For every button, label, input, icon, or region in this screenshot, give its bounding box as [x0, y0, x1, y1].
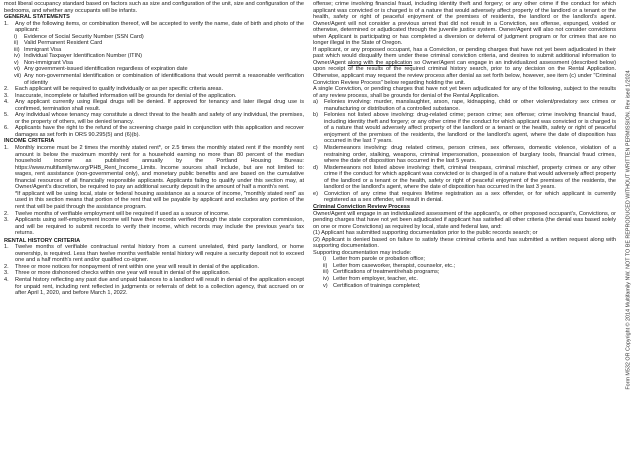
- item-number: 3.: [4, 217, 9, 224]
- general-item-1-text: Any of the following items, or combination thereof, will be accepted to verify the name, date of birth and photo of the applicant:: [15, 20, 304, 34]
- rental-history-heading: RENTAL HISTORY CRITERIA: [4, 237, 81, 244]
- item-number: ii): [14, 40, 19, 47]
- intro-paragraph: most liberal occupancy standard based on factors such as size and configuration of the unit, size and configuration of the bedrooms, and whether any occupants will be infants.: [4, 1, 304, 14]
- item-text: Twelve months of verifiable employment will be required if used as a source of income.: [15, 210, 230, 217]
- item-text: Letter from caseworker, therapist, counselor, etc.;: [333, 262, 456, 269]
- item-number: e): [313, 190, 318, 197]
- item-number: 1.: [4, 244, 9, 251]
- item-text: Applicants using self-employment income will have their records verified through the state corporation commission, and will be required to submit records to verify their income, which records may include the previous year's tax returns.: [15, 217, 304, 237]
- item-text: Valid Permanent Resident Card: [24, 40, 103, 47]
- item-text: Inaccurate, incomplete or falsified information will be grounds for denial of the application.: [15, 92, 237, 99]
- review-process-heading: Criminal Conviction Review Process: [313, 203, 410, 210]
- item-text: Monthly income must be 2 times the monthly stated rent*, or 2.5 times the monthly stated rent if the monthly rent amount is below the maximum monthly rent for a household earning no more than 80 percent of the median household income as published annually by the Portland Housing Bureau: https://www.multifamilynw.org/PHB_Rent_Income_Limits. Income sources shall include, but are not limited to: wages, rent assistance (non-governmental only), and monetary public benefits and are based on the cumulative financial resources of all financially responsible applicants. Applicants failing to qualify under this section may, at Owner/Agent's discretion, be required to pay an additional security deposit in the amount of half a month's rent.: [15, 145, 304, 191]
- review-condition-item: (1) Applicant has submitted supporting documentation prior to the public records search; or: [313, 230, 538, 237]
- rental-history-item: [4, 277, 304, 297]
- item-text: Letter from parole or probation office;: [333, 256, 425, 263]
- item-number: vii): [14, 73, 22, 80]
- item-text: Non-immigrant Visa: [24, 59, 74, 66]
- item-number: 2.: [4, 86, 9, 93]
- crime-item: [313, 165, 616, 191]
- crime-item: [313, 191, 616, 204]
- item-number: a): [313, 99, 318, 106]
- item-text: Certification of trainings completed;: [333, 282, 421, 289]
- item-number: i): [323, 256, 327, 263]
- item-number: d): [313, 164, 318, 171]
- item-number: 4.: [4, 276, 9, 283]
- additional-info-text-b: so Owner/Agent can engage in an individualized assessment (described below) upon receipt of the results of the required criminal history search, prior to any decision on the Rental Application. Otherwise, applicant may request the review process after denial as set forth below, however, see item (c) under "Criminal Conviction Review Process" below regarding holding the unit.: [313, 59, 616, 86]
- item-number: 6.: [4, 125, 9, 132]
- form-copyright-notice: Form M532 OR Copyright © 2014 Multifamily NW. NOT TO BE REPRODUCED WITHOUT WRITTEN PERMISSION. Rev ised 1/2024: [625, 70, 632, 390]
- item-number: i): [14, 33, 18, 40]
- item-number: vi): [14, 66, 20, 73]
- item-number: c): [313, 145, 318, 152]
- item-text: Each applicant will be required to qualify individually or as per specific criteria areas.: [15, 86, 224, 93]
- item-text: Felonies involving: murder, manslaughter, arson, rape, kidnapping, child or other violent/predatory sex crimes or manufacturing or distribution of a controlled substance.: [324, 99, 616, 112]
- item-text: Any individual whose tenancy may constitute a direct threat to the health and safety of any individual, the premises, or the property of others, will be denied tenancy.: [15, 112, 304, 125]
- review-conditions-list: [313, 230, 616, 256]
- income-criteria-item: [4, 145, 304, 191]
- item-number: 2.: [4, 210, 9, 217]
- rental-history-item: [4, 244, 304, 264]
- item-number: iv): [323, 275, 329, 282]
- item-text: Immigrant Visa: [24, 46, 62, 53]
- review-condition-item: Supporting documentation may include:: [313, 249, 412, 256]
- general-statements-heading: GENERAL STATEMENTS: [4, 14, 70, 21]
- id-type-item: [14, 73, 304, 86]
- item-text: Letter from employer, teacher, etc.: [333, 275, 418, 282]
- supporting-docs-list: [313, 256, 616, 289]
- item-text: Rental history reflecting any past due and unpaid balances to a landlord will result in denial of the application except for unpaid rent, including rent reflected in judgments or referrals of debt to a collection agency, that accrued on or after April 1, 2020, and before March 1, 2022.: [15, 276, 304, 297]
- item-text: Three or more dishonored checks within one year will result in denial of the application.: [15, 270, 231, 277]
- item-number: 3.: [4, 92, 9, 99]
- id-types-list: [4, 34, 304, 86]
- item-text: Any government-issued identification regardless of expiration date: [24, 66, 188, 73]
- item-number: iv): [14, 53, 20, 60]
- additional-info-underlined: along with the application: [347, 59, 413, 66]
- additional-info-paragraph: [313, 47, 616, 86]
- item-number: 5.: [4, 112, 9, 119]
- item-number: v): [323, 282, 328, 289]
- item-text: Twelve months of verifiable contractual rental history from a current unrelated, third party landlord, or home ownership, is required. Less than twelve months verifiable rental history will require a security deposit not to exceed one and a half month's rent and/or qualified co-signer.: [15, 244, 304, 264]
- side-margin: [620, 0, 638, 460]
- item-text: Conviction of any crime that requires lifetime registration as a sex offender, or for which applicant is currently registered as a sex offender, will result in denial.: [324, 190, 616, 204]
- crime-list: [313, 99, 616, 204]
- right-column: [313, 1, 616, 459]
- item-text: Felonies not listed above involving: drug-related crime; person crime; sex offense; crime involving financial fraud, including identity theft and forgery; or any other crime if the conduct for which applicant was convicted or is charged is of a nature that would adversely affect property of the landlord or a tenant or the health, safety or right of peaceful enjoyment of the premises of the residents, the landlord or the landlord's agent, where the date of disposition has occurred in the last 7 years.: [324, 112, 616, 145]
- item-text: Certifications of treatment/rehab programs;: [333, 269, 440, 276]
- item-number: iii): [14, 46, 20, 53]
- item-number: 1.: [4, 20, 9, 27]
- item-number: [4, 191, 15, 211]
- item-text: Applicants have the right to the refund of the screening charge paid in conjunction with this application and recover damages as set forth in ORS 90.295(5) and (6)(b).: [15, 125, 304, 138]
- item-text: Three or more notices for nonpayment of rent within one year will result in denial of the application.: [15, 263, 260, 270]
- left-column: [4, 1, 304, 459]
- criminal-top-paragraph: offense; crime involving financial fraud, including identity theft and forgery; or any other crime if the conduct for which applicant was convicted or is charged is of a nature that would adversely affect property of the landlord or a tenant or the health, safety or right of peaceful enjoyment of the premises of residents, the landlord or the landlord's agent. Owner/Agent will not consider a previous arrest that did not result in a Conviction, sex offense, expunged, voided or otherwise, determined or adjudicated through the juvenile justice system. Owner/Agent will also not consider convictions when Applicant is participating or has completed a diversion or deferral of judgment program or for crimes that are no longer illegal in the State of Oregon.: [313, 1, 616, 47]
- income-criteria-list: [4, 145, 304, 237]
- income-criteria-item: [4, 191, 304, 211]
- rental-history-list: [4, 244, 304, 296]
- item-number: 2.: [4, 263, 9, 270]
- general-statement-item: [4, 99, 304, 112]
- item-number: v): [14, 59, 19, 66]
- general-statement-item: [4, 125, 304, 138]
- item-text: Individual Taxpayer Identification Number (ITIN): [24, 53, 143, 60]
- single-conviction-paragraph: A single Conviction, or pending charges that have not yet been adjudicated for any of the following, subject to the results of any review process, shall be grounds for denial of the Rental Application.: [313, 86, 616, 99]
- review-process-text: Owner/Agent will engage in an individualized assessment of the applicant's, or other proposed occupant's, Convictions, or pending charges that have not yet been adjudicated if applicant has satisfied all other criteria (the denial was based solely on one or more Convictions) as required by local, state and federal law, and:: [313, 210, 616, 230]
- item-number: 3.: [4, 270, 9, 277]
- additional-info-text-a: If applicant, or any proposed occupant, has a Conviction, or pending charges that have not yet been adjudicated in their past which would disqualify them under these criminal conviction criteria, and desires to submit additional information to Owner/Agent: [313, 46, 616, 66]
- item-number: 1.: [4, 145, 9, 152]
- item-text: Misdemeanors involving: drug related crimes, person crimes, sex offenses, domestic violence, violation of a restraining order, stalking, weapons, criminal impersonation, possession of burglary tools, financial fraud crimes, where the date of disposition has occurred in the last 5 years.: [324, 145, 616, 165]
- supporting-doc-item: [323, 283, 616, 290]
- item-text: Evidence of Social Security Number (SSN Card): [24, 33, 144, 40]
- general-item-1: [4, 21, 304, 34]
- general-statement-item: [4, 112, 304, 125]
- crime-item: [313, 99, 616, 112]
- item-number: iii): [323, 269, 329, 276]
- general-statements-list: [4, 86, 304, 138]
- crime-item: [313, 112, 616, 145]
- review-condition-item: (2) Applicant is denied based on failure to satisfy these criminal criteria and has submitted a written request along with supporting documentation.: [313, 236, 616, 250]
- income-criteria-item: [4, 217, 304, 237]
- item-text: Any applicant currently using illegal drugs will be denied. If approved for tenancy and later illegal drug use is confirmed, termination shall result.: [15, 99, 304, 112]
- income-criteria-heading: INCOME CRITERIA: [4, 138, 55, 145]
- item-number: ii): [323, 262, 328, 269]
- crime-item: [313, 145, 616, 165]
- item-number: 4.: [4, 99, 9, 106]
- item-text: Misdemeanors not listed above involving: theft, criminal trespass, criminal mischief, property crimes or any other crime if the conduct for which applicant was convicted or is charged is of a nature that would adversely affect property of the landlord or a tenant or the health, safety or right of peaceful enjoyment of the premises of the residents, the landlord or the landlord's agent, where the date of disposition has occurred in the last 3 years.: [324, 164, 616, 191]
- item-text: *If applicant will be using local, state or federal housing assistance as a source of income, "monthly stated rent" as used in this section means that portion of the rent that will be payable by applicant and excludes any portion of the rent that will be paid through the assistance program.: [15, 190, 304, 210]
- item-number: b): [313, 112, 318, 119]
- item-text: Any non-governmental identification or combination of identifications that would permit a reasonable verification of identity: [24, 73, 304, 86]
